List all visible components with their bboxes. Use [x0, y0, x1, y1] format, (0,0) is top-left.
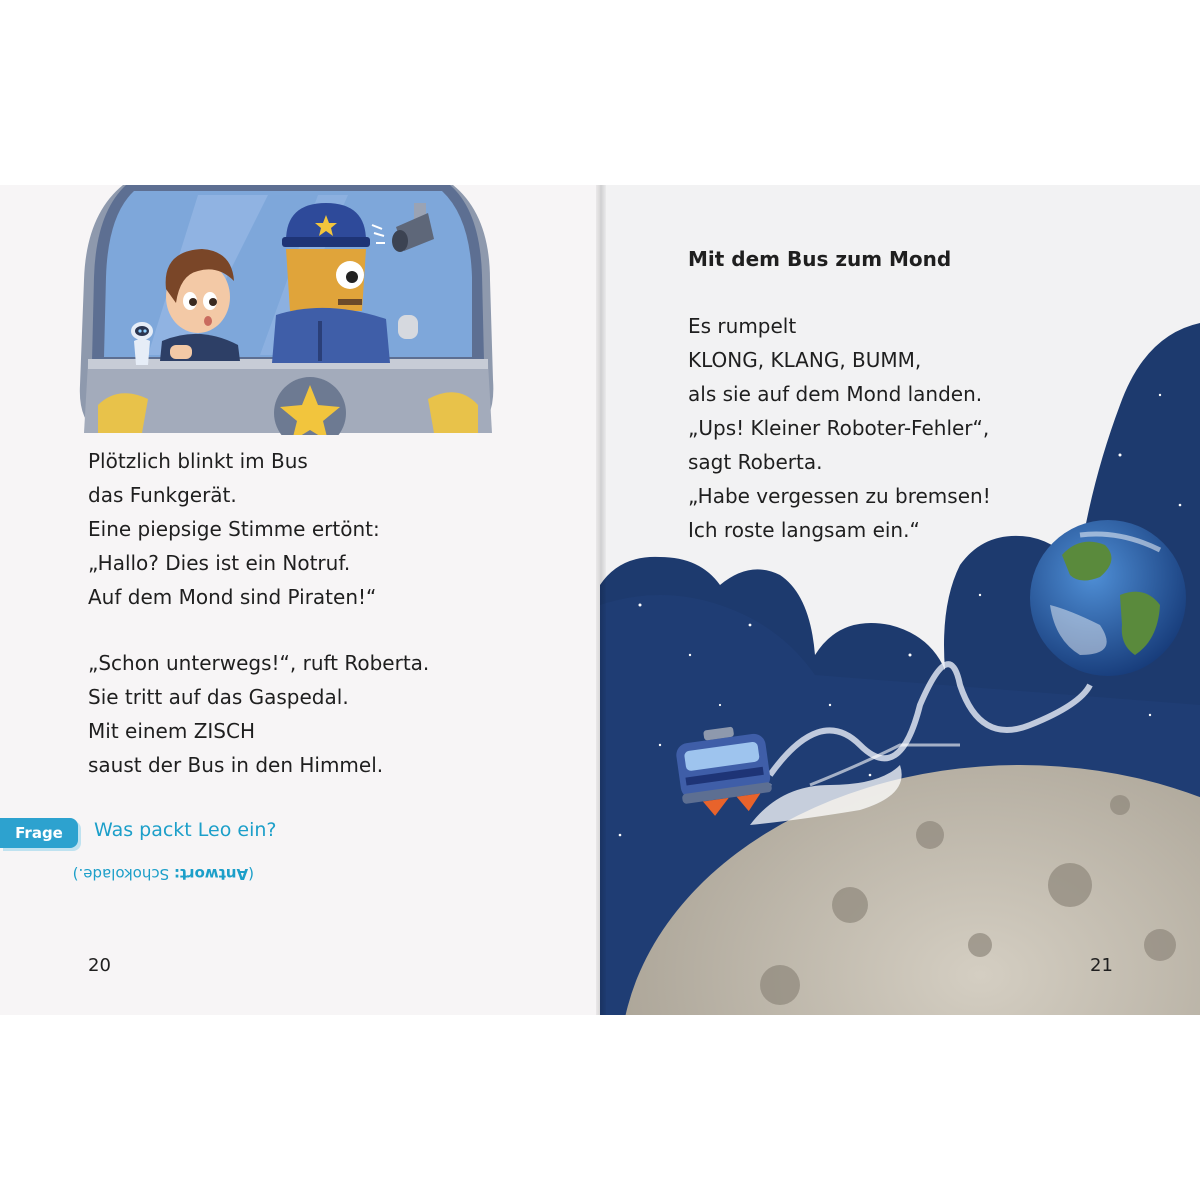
- text-line: Eine piepsige Stimme ertönt:: [88, 517, 380, 541]
- right-paragraph: [688, 309, 991, 547]
- text-line: „Hallo? Dies ist ein Notruf.: [88, 551, 351, 575]
- question-tab: Frage: [0, 818, 78, 848]
- text-line: „Ups! Kleiner Roboter-Fehler“,: [688, 416, 990, 440]
- boy: [160, 249, 240, 361]
- bus-cockpit-illustration: [78, 185, 498, 435]
- text-line: sagt Roberta.: [688, 450, 823, 474]
- answer-value: Schokolade.: [78, 865, 170, 883]
- text-line: saust der Bus in den Himmel.: [88, 753, 384, 777]
- book-spread: [0, 185, 1200, 1015]
- text-line: Es rumpelt: [688, 314, 797, 338]
- left-page: [0, 185, 600, 1015]
- text-line: „Habe vergessen zu bremsen!: [688, 484, 991, 508]
- chapter-heading: Mit dem Bus zum Mond: [688, 247, 952, 271]
- text-line: KLONG, KLANG, BUMM,: [688, 348, 922, 372]
- text-line: Sie tritt auf das Gaspedal.: [88, 685, 349, 709]
- page-number-right: 21: [1090, 955, 1113, 976]
- page-number-left: 20: [88, 955, 111, 976]
- text-line: Auf dem Mond sind Piraten!“: [88, 585, 377, 609]
- answer-label: Antwort:: [173, 865, 249, 883]
- text-line: „Schon unterwegs!“, ruft Roberta.: [88, 651, 430, 675]
- upside-down-answer: (Antwort: Schokolade.): [72, 865, 254, 883]
- text-line: Plötzlich blinkt im Bus: [88, 449, 308, 473]
- paragraph-2: [88, 646, 429, 782]
- question-text: Was packt Leo ein?: [94, 819, 277, 841]
- text-line: Mit einem ZISCH: [88, 719, 255, 743]
- paragraph-1: [88, 444, 380, 614]
- right-page: [600, 185, 1200, 1015]
- text-line: das Funkgerät.: [88, 483, 237, 507]
- text-line: Ich roste langsam ein.“: [688, 518, 920, 542]
- book-gutter: [596, 185, 606, 1015]
- earth: [1030, 520, 1186, 676]
- text-line: als sie auf dem Mond landen.: [688, 382, 983, 406]
